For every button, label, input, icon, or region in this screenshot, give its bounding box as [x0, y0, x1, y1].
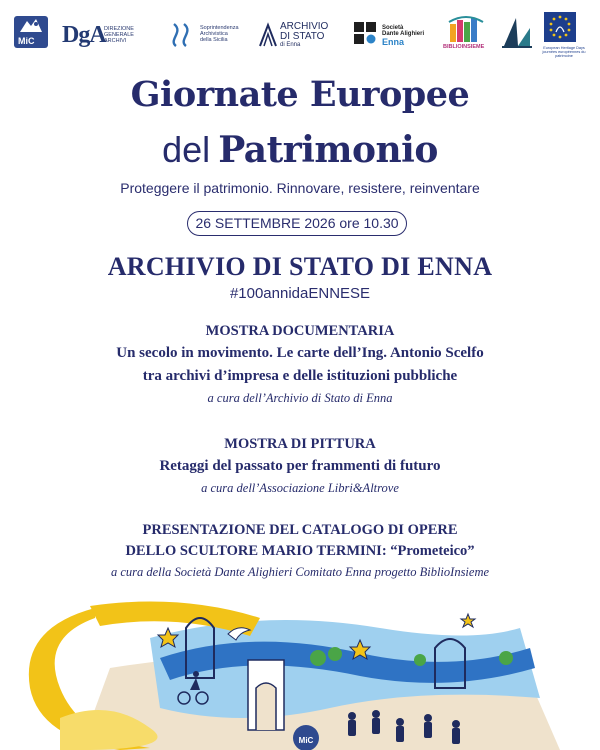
title-word-del: del: [162, 129, 211, 170]
event-block-painting: [0, 434, 600, 498]
ase-line: DI STATO: [280, 31, 325, 42]
event-title-line: Un secolo in movimento. Le carte dell’Ing. Antonio Scelfo: [116, 345, 484, 361]
dga-line: DIREZIONE: [104, 26, 134, 32]
sail-icon: [500, 16, 534, 50]
biblioinsieme-logo: [443, 14, 486, 54]
soprintendenza-logo: [166, 20, 254, 52]
eu-stars-icon: [544, 12, 576, 42]
event-heading: PRESENTAZIONE DEL CATALOGO DI OPERE: [142, 522, 458, 538]
dga-logo-text: [104, 27, 134, 44]
sab-line: Archivistica: [200, 30, 228, 37]
event-hashtag: #100annidaENNESE: [229, 285, 371, 302]
eu-flag-icon: [544, 12, 576, 42]
dante-alighieri-logo: [354, 22, 444, 52]
dante-line: Società: [382, 25, 404, 31]
sab-line: della Sicilia: [200, 36, 228, 43]
dante-emblem-icon: [354, 22, 376, 44]
event-heading: DELLO SCULTORE MARIO TERMINI: “Prometeico”: [125, 543, 475, 559]
partner-logo-bar: [14, 12, 586, 62]
archive-triangle-icon: [258, 22, 278, 48]
dga-logo-mark: DgA: [62, 22, 106, 48]
sail-logo: [500, 16, 534, 50]
title-word-patrimonio: Patrimonio: [218, 129, 438, 171]
illustration-tower-door: [256, 683, 276, 730]
mic-logo: [14, 16, 48, 48]
event-curator: a cura dell’Archivio di Stato di Enna: [207, 391, 393, 405]
dante-line: Dante Alighieri: [382, 31, 425, 38]
biblioinsieme-label: BIBLIOINSIEME: [443, 44, 485, 50]
dga-line: GENERALE: [104, 31, 134, 38]
dga-line: ARCHIVI: [104, 37, 127, 44]
dante-enna: Enna: [382, 36, 405, 47]
dante-logo-text: [382, 25, 424, 47]
heritage-illustration: [0, 598, 600, 750]
biblioinsieme-emblem-icon: [446, 14, 486, 44]
main-title-line-1: Giornate Europee: [130, 74, 470, 115]
ase-line: ARCHIVIO: [280, 21, 329, 32]
event-curator: a cura dell’Associazione Libri&Altrove: [201, 481, 399, 495]
mic-logo-label: MiC: [18, 36, 35, 46]
dga-logo: [62, 22, 152, 52]
event-theme-subtitle: Proteggere il patrimonio. Rinnovare, resistere, reinventare: [120, 180, 480, 196]
archivio-stato-enna-logo: [258, 18, 348, 54]
main-title-line-2: [0, 128, 600, 173]
european-heritage-days-logo: [544, 12, 588, 68]
event-date-badge: 26 SETTEMBRE 2026 ore 10.30: [187, 211, 407, 236]
ehl-label: European Heritage Days journées européennes du patrimoine: [542, 46, 586, 58]
mic-badge-label: MiC: [298, 736, 314, 745]
ase-sub: di Enna: [280, 42, 301, 48]
soprintendenza-emblem-icon: [166, 20, 198, 50]
event-title-line: tra archivi d’impresa e delle istituzioni pubbliche: [142, 368, 458, 384]
sab-line: Soprintendenza: [200, 25, 239, 31]
event-block-catalog: [0, 520, 600, 582]
event-curator: a cura della Società Dante Alighieri Comitato Enna progetto BiblioInsieme: [110, 565, 490, 579]
archivio-logo-text: [280, 22, 328, 48]
venue-name: ARCHIVIO DI STATO DI ENNA: [107, 252, 493, 281]
event-heading: MOSTRA DI PITTURA: [224, 436, 376, 452]
event-heading: MOSTRA DOCUMENTARIA: [205, 323, 395, 339]
mic-emblem-icon: [14, 16, 48, 38]
event-title-line: Retaggi del passato per frammenti di futuro: [159, 458, 441, 474]
soprintendenza-logo-text: [200, 26, 239, 43]
event-block-documentary: [0, 321, 600, 408]
